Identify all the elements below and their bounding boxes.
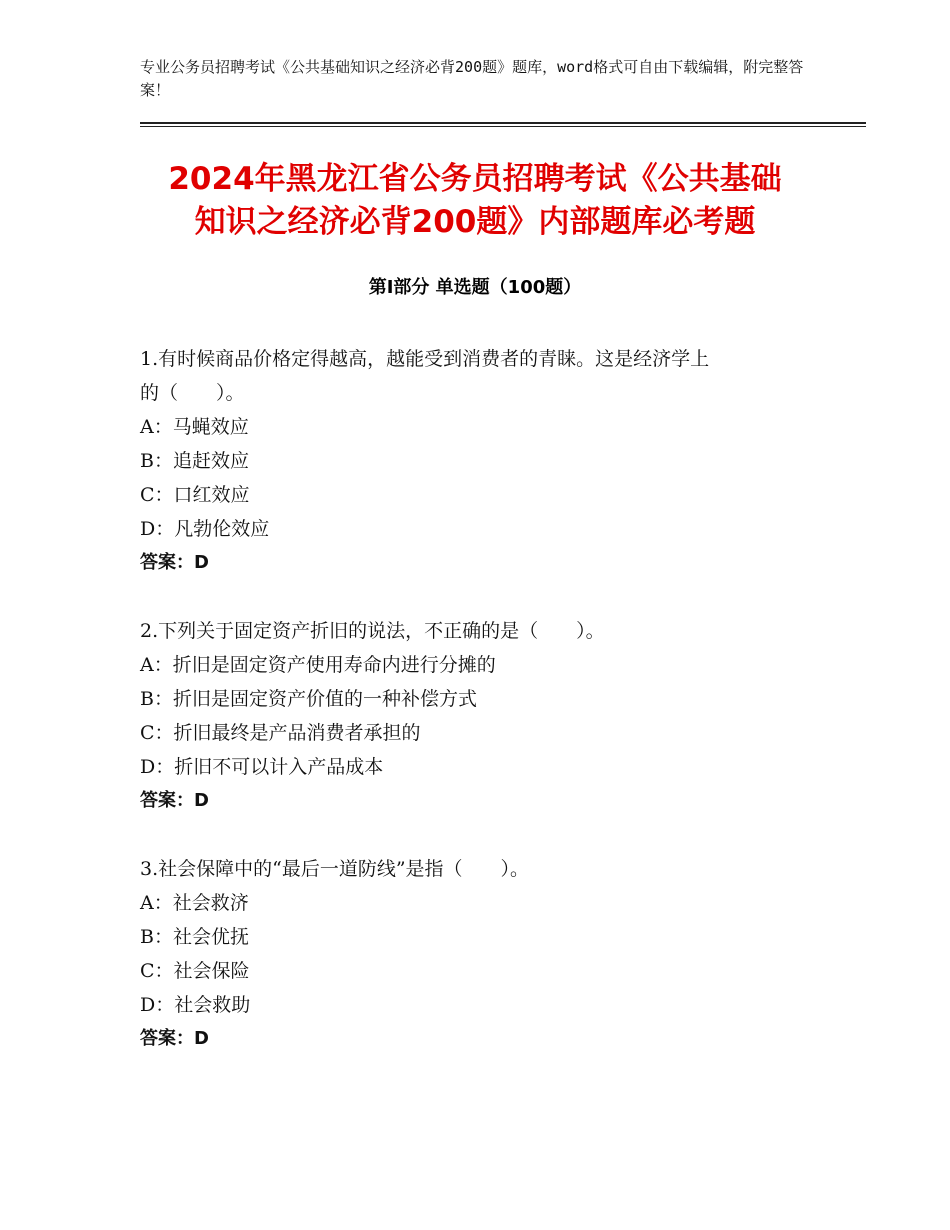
answer: 答案：D bbox=[140, 552, 209, 573]
option-a: A：马蝇效应 bbox=[140, 416, 249, 438]
option-c: C：折旧最终是产品消费者承担的 bbox=[140, 722, 421, 744]
header-note: 专业公务员招聘考试《公共基础知识之经济必背200题》题库，word格式可自由下载编辑，附完整答案！ bbox=[140, 58, 804, 99]
question-list bbox=[140, 342, 820, 1090]
option-a: A：折旧是固定资产使用寿命内进行分摊的 bbox=[140, 654, 496, 676]
title-line-1: 2024年黑龙江省公务员招聘考试《公共基础 bbox=[168, 161, 782, 197]
option-d: D：社会救助 bbox=[140, 994, 251, 1016]
answer: 答案：D bbox=[140, 1028, 209, 1049]
answer: 答案：D bbox=[140, 790, 209, 811]
section-heading: 第I部分 单选题（100题） bbox=[368, 277, 582, 298]
question-1 bbox=[140, 342, 820, 580]
option-d: D：凡勃伦效应 bbox=[140, 518, 270, 540]
question-3 bbox=[140, 852, 820, 1056]
question-stem-continued: 的（ ）。 bbox=[140, 382, 245, 404]
option-c: C：口红效应 bbox=[140, 484, 250, 506]
question-2 bbox=[140, 614, 820, 818]
option-a: A：社会救济 bbox=[140, 892, 249, 914]
title-line-2: 知识之经济必背200题》内部题库必考题 bbox=[194, 204, 756, 240]
option-d: D：折旧不可以计入产品成本 bbox=[140, 756, 384, 778]
option-b: B：折旧是固定资产价值的一种补偿方式 bbox=[140, 688, 477, 710]
option-c: C：社会保险 bbox=[140, 960, 250, 982]
question-stem: 3.社会保障中的“最后一道防线”是指（ ）。 bbox=[140, 858, 530, 880]
option-b: B：追赶效应 bbox=[140, 450, 249, 472]
header-divider bbox=[140, 122, 866, 124]
document-title bbox=[60, 158, 890, 244]
question-stem: 1.有时候商品价格定得越高，越能受到消费者的青睐。这是经济学上 bbox=[140, 348, 710, 370]
option-b: B：社会优抚 bbox=[140, 926, 249, 948]
question-stem: 2.下列关于固定资产折旧的说法，不正确的是（ ）。 bbox=[140, 620, 605, 642]
header-divider-thin bbox=[140, 126, 866, 127]
